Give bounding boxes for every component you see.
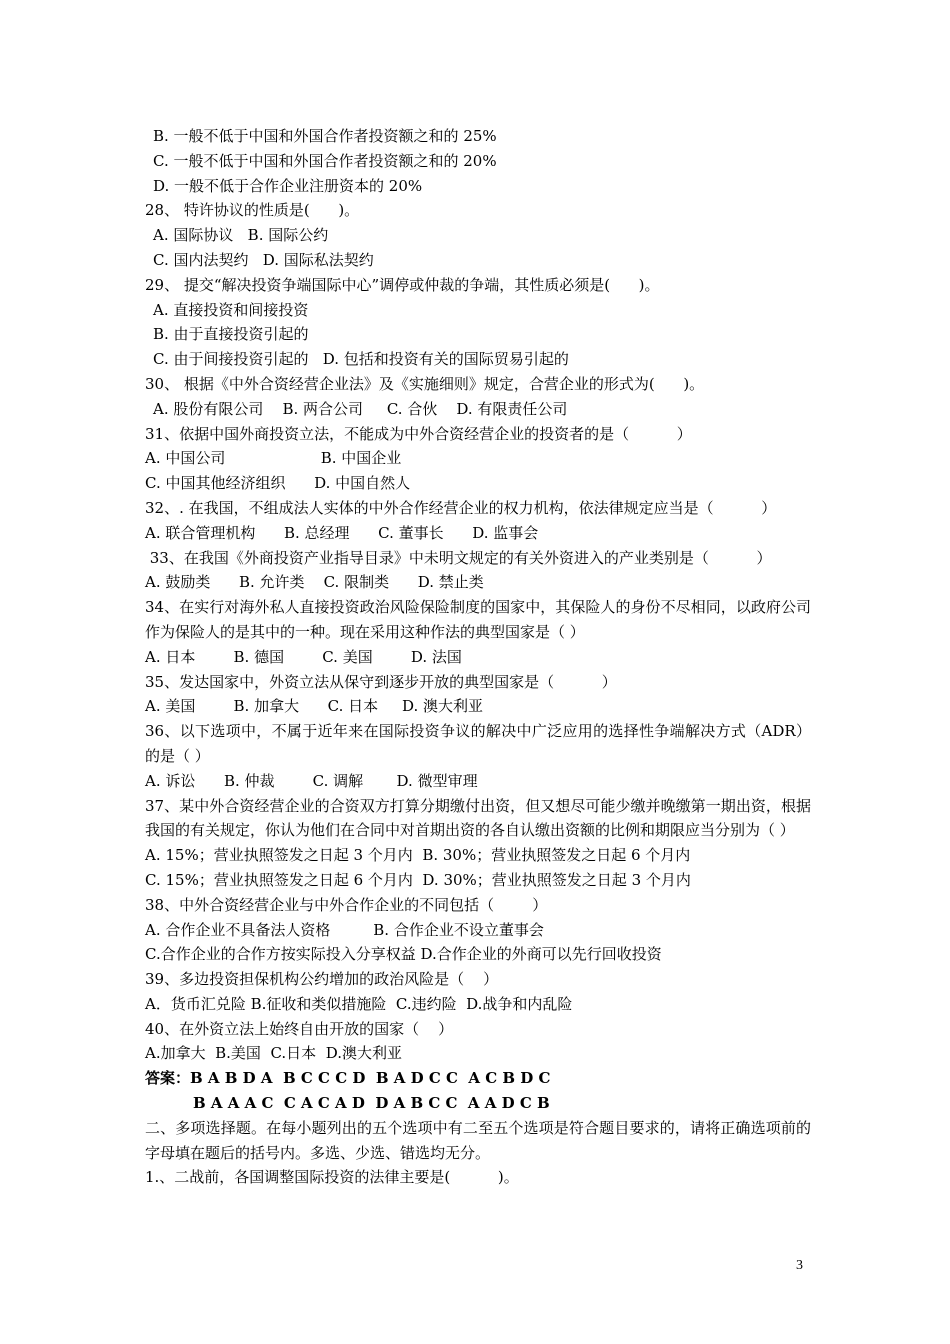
option-line: D. 一般不低于合作企业注册资本的 20% bbox=[153, 176, 423, 195]
option-line: A. 日本 B. 德国 C. 美国 D. 法国 bbox=[145, 647, 462, 666]
option-line: C. 国内法契约 D. 国际私法契约 bbox=[153, 250, 374, 269]
option-line: A. 15%；营业执照签发之日起 3 个月内 B. 30%；营业执照签发之日起 6 个月内 bbox=[145, 846, 691, 865]
question-29: 29、 提交“解决投资争端国际中心”调停或仲裁的争端，其性质必须是( )。 bbox=[145, 275, 660, 294]
option-line: A．货币汇兑险 B.征收和类似措施险 C.违约险 D.战争和内乱险 bbox=[145, 994, 573, 1013]
option-line: C. 15%；营业执照签发之日起 6 个月内 D. 30%；营业执照签发之日起 3 个月内 bbox=[145, 870, 691, 889]
option-line: A. 诉讼 B. 仲裁 C. 调解 D. 微型审理 bbox=[145, 771, 478, 790]
answer-label: 答案： bbox=[145, 1069, 191, 1088]
option-line: C.合作企业的合作方按实际投入分享权益 D.合作企业的外商可以先行回收投资 bbox=[145, 945, 662, 964]
question-33: 33、在我国《外商投资产业指导目录》中未明文规定的有关外资进入的产业类别是（ ） bbox=[145, 548, 772, 567]
question-34: 34、在实行对海外私人直接投资政治风险保险制度的国家中，其保险人的身份不尽相同，以政府公司作为保险人的是其中的一种。现在采用这种作法的典型国家是（ ） bbox=[145, 598, 811, 641]
question-30: 30、 根据《中外合资经营企业法》及《实施细则》规定，合营企业的形式为( )。 bbox=[145, 374, 705, 393]
answer-sequence-2: B A A A C C A C A D D A B C C A A D C B bbox=[193, 1094, 550, 1113]
option-line: A. 直接投资和间接投资 bbox=[153, 300, 309, 319]
option-line: A. 中国公司 B. 中国企业 bbox=[145, 449, 402, 468]
question-37: 37、某中外合资经营企业的合资双方打算分期缴付出资，但又想尽可能少缴并晚缴第一期出资，根据我国的有关规定，你认为他们在合同中对首期出资的各自认缴出资额的比例和期限应当分别为（ ） bbox=[145, 796, 811, 840]
question-31: 31、依据中国外商投资立法，不能成为中外合资经营企业的投资者的是（ ） bbox=[145, 424, 692, 443]
option-line: A. 鼓励类 B. 允许类 C. 限制类 D. 禁止类 bbox=[145, 573, 484, 592]
option-line: C. 由于间接投资引起的 D. 包括和投资有关的国际贸易引起的 bbox=[153, 350, 569, 369]
option-line: C. 一般不低于中国和外国合作者投资额之和的 20% bbox=[153, 151, 497, 170]
option-line: B. 由于直接投资引起的 bbox=[153, 325, 309, 344]
question-28: 28、 特许协议的性质是( )。 bbox=[145, 201, 360, 220]
option-line: A. 联合管理机构 B. 总经理 C. 董事长 D. 监事会 bbox=[145, 523, 539, 542]
multi-question-1: 1.、二战前，各国调整国际投资的法律主要是( )。 bbox=[145, 1168, 519, 1187]
option-line: A. 股份有限公司 B. 两合公司 C. 合伙 D. 有限责任公司 bbox=[153, 399, 568, 418]
option-line: A.加拿大 B.美国 C.日本 D.澳大利亚 bbox=[145, 1044, 402, 1063]
question-38: 38、中外合资经营企业与中外合作企业的不同包括（ ） bbox=[145, 895, 548, 914]
question-32: 32、. 在我国，不组成法人实体的中外合作经营企业的权力机构，依法律规定应当是（ ） bbox=[145, 498, 777, 517]
option-line: C. 中国其他经济组织 D. 中国自然人 bbox=[145, 474, 411, 493]
option-line: A. 美国 B. 加拿大 C. 日本 D. 澳大利亚 bbox=[145, 697, 484, 716]
question-36: 36、以下选项中，不属于近年来在国际投资争议的解决中广泛应用的选择性争端解决方式（ADR）的是（ ） bbox=[145, 722, 811, 765]
option-line: B. 一般不低于中国和外国合作者投资额之和的 25% bbox=[153, 127, 497, 145]
question-35: 35、发达国家中，外资立法从保守到逐步开放的典型国家是（ ） bbox=[145, 672, 617, 691]
page-content bbox=[145, 124, 811, 1190]
question-39: 39、多边投资担保机构公约增加的政治风险是（ ） bbox=[145, 970, 499, 989]
section-2-intro: 二、多项选择题。在每小题列出的五个选项中有二至五个选项是符合题目要求的，请将正确选项前的字母填在题后的括号内。多选、少选、错选均无分。 bbox=[145, 1118, 811, 1162]
question-40: 40、在外资立法上始终自由开放的国家（ ） bbox=[145, 1019, 454, 1038]
option-line: A. 合作企业不具备法人资格 B. 合作企业不设立董事会 bbox=[145, 920, 544, 939]
page-number: 3 bbox=[796, 1258, 803, 1273]
answer-sequence-1: B A B D A B C C C D B A D C C A C B D C bbox=[190, 1069, 551, 1088]
option-line: A. 国际协议 B. 国际公约 bbox=[153, 226, 329, 245]
answer-key-line-1 bbox=[145, 1066, 811, 1091]
